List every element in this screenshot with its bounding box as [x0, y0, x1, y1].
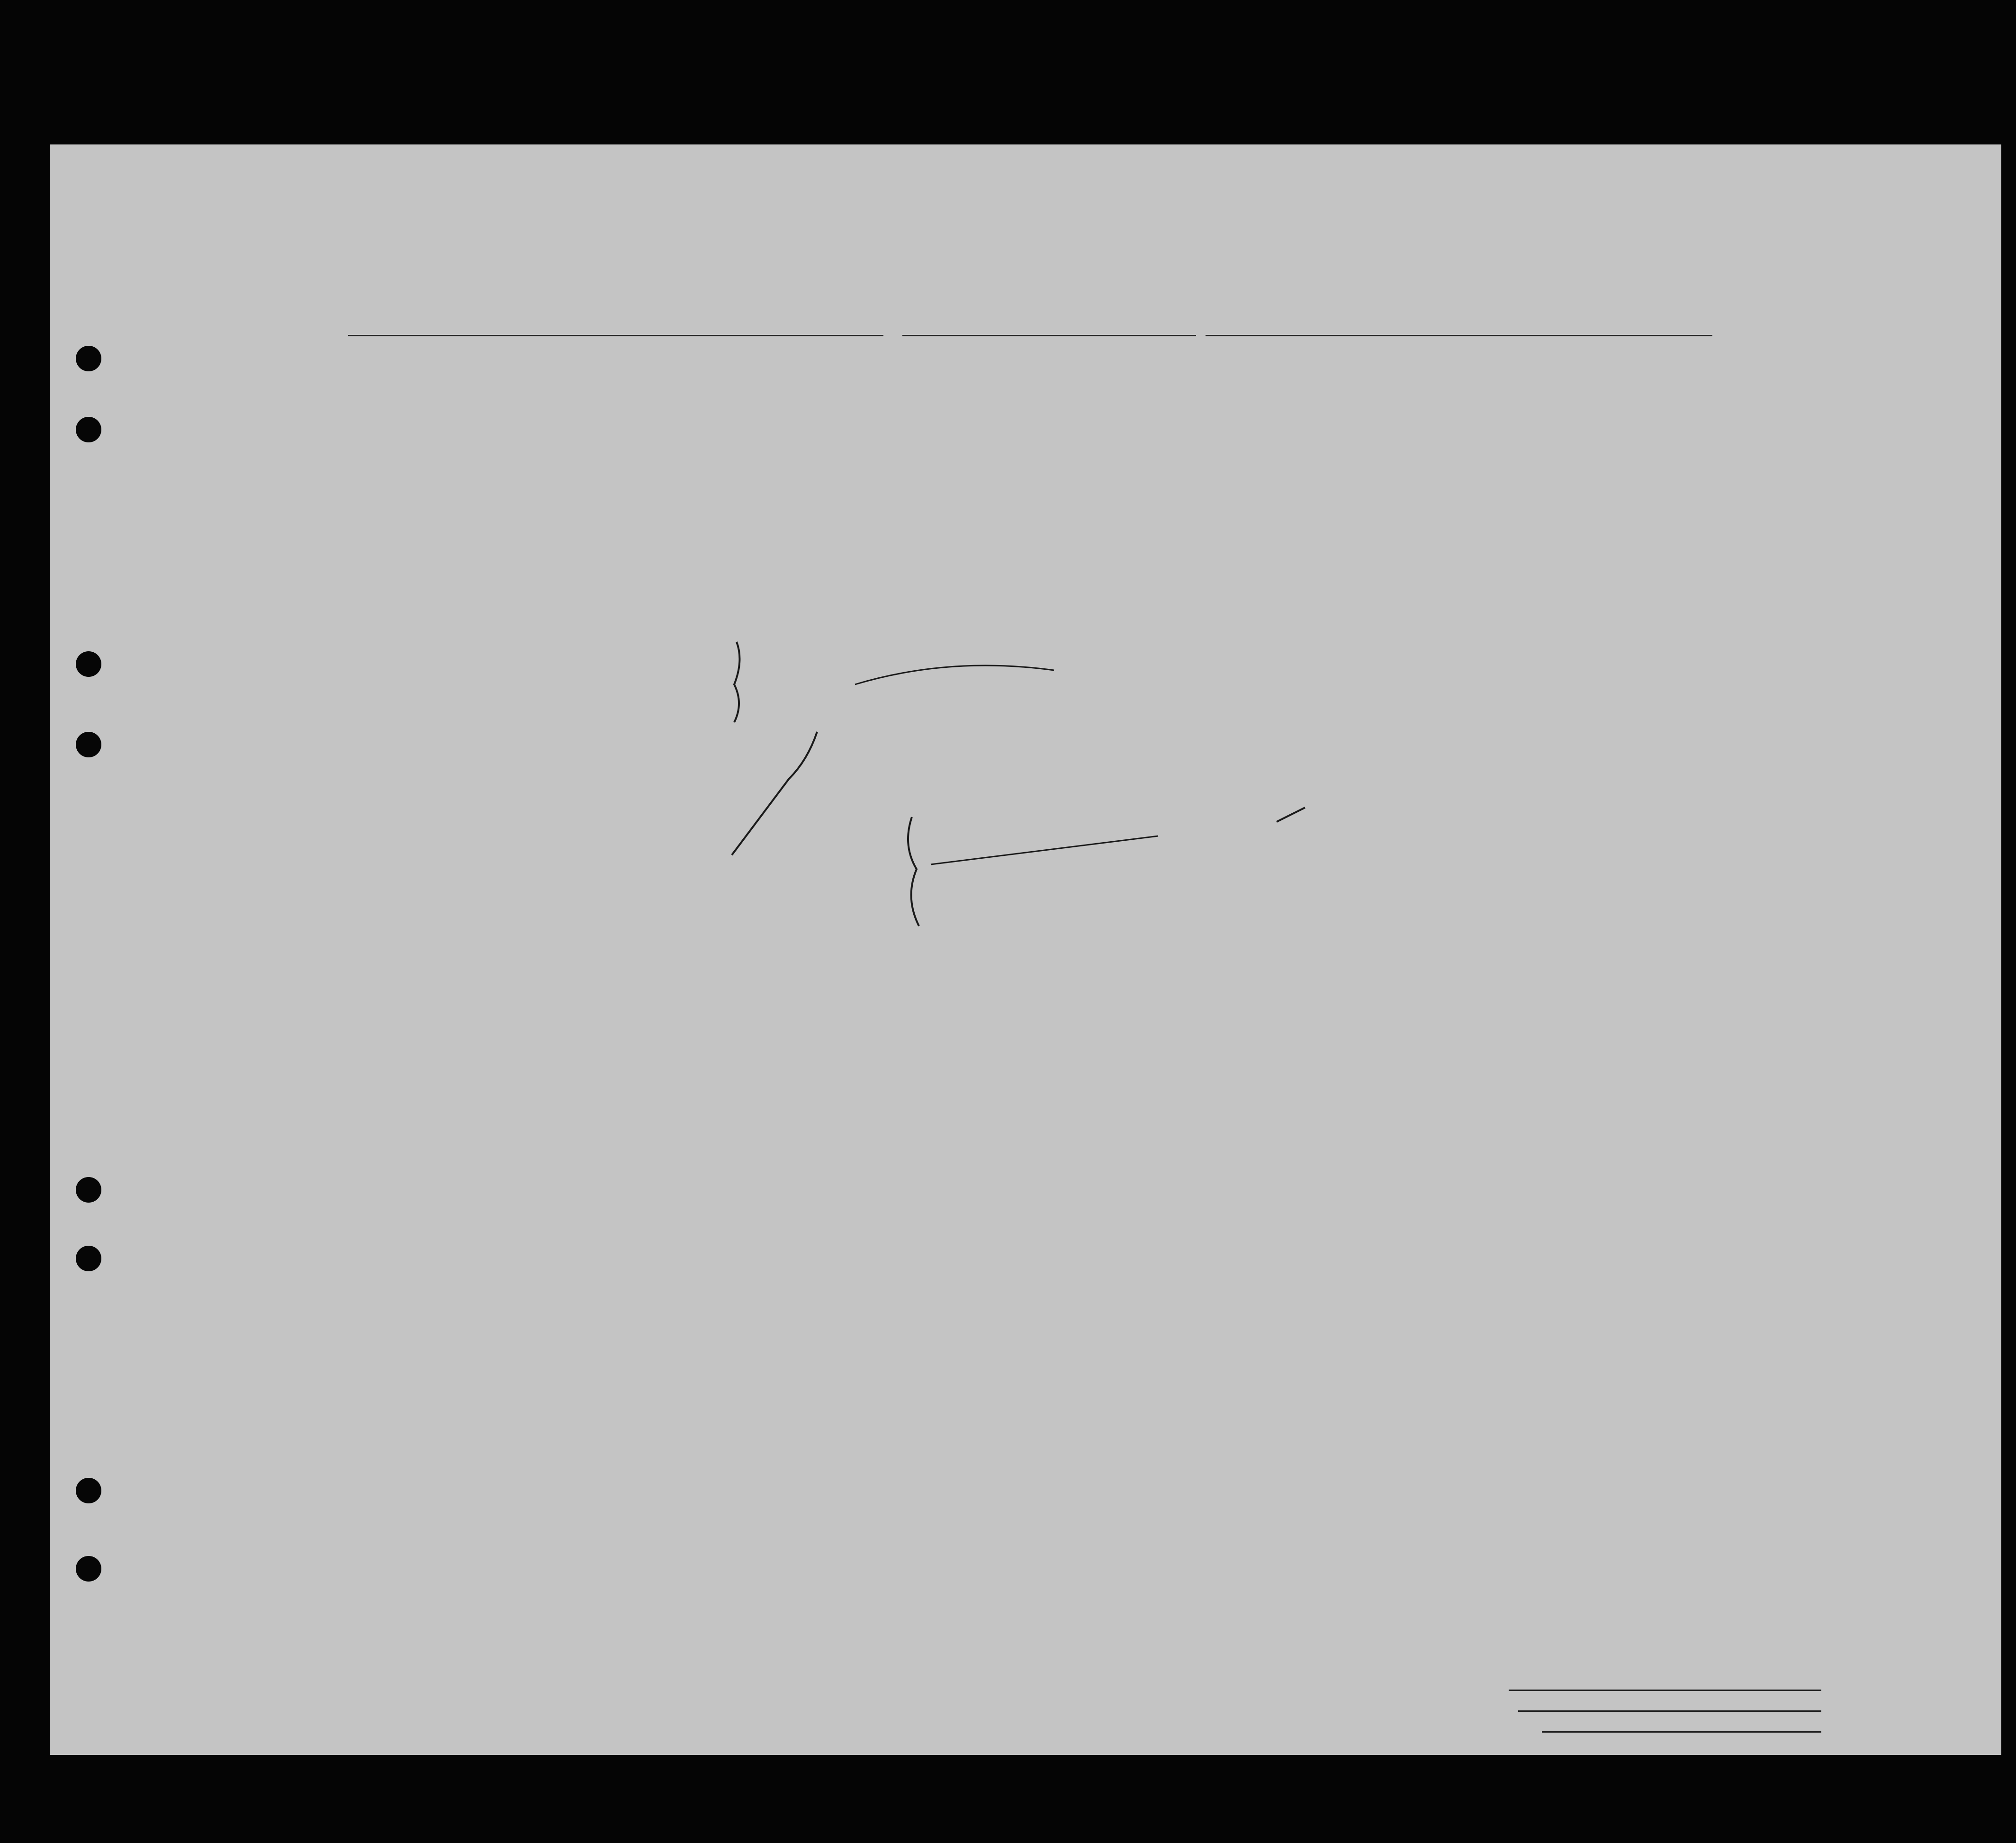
line-field [1509, 1690, 1821, 1691]
local-agents-field [1542, 1731, 1821, 1733]
handwritten-strokes [50, 144, 2001, 1755]
manifest-sheet [50, 144, 2001, 1755]
owners-field [1518, 1710, 1821, 1712]
